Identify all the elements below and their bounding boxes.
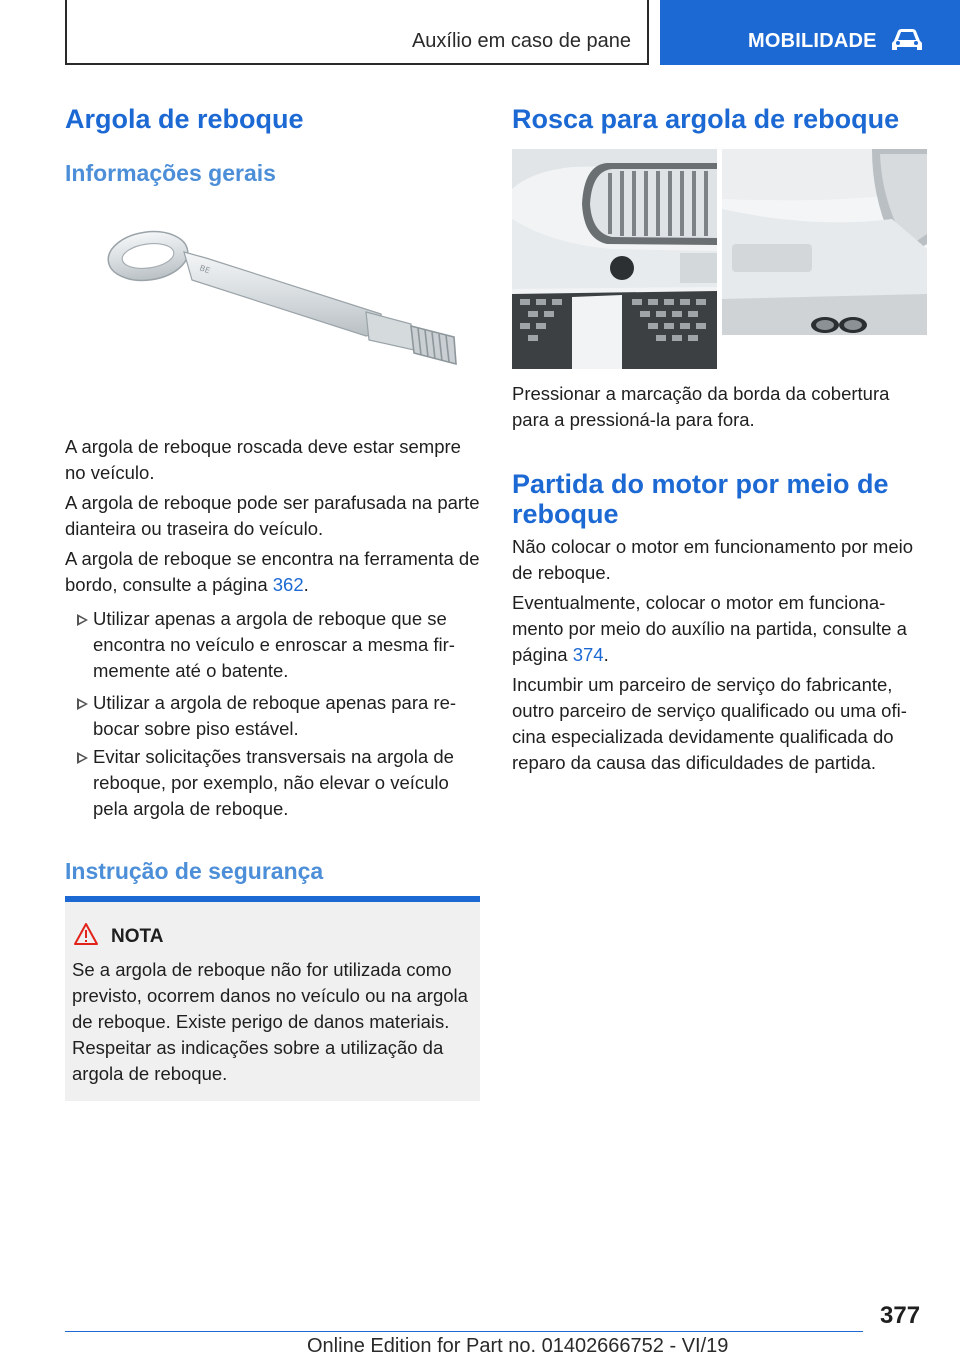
- footer-rule: [65, 1331, 863, 1332]
- list-item: Utilizar apenas a argola de reboque que se encontra no veículo e enroscar a mesma firmemente até o batente.: [65, 606, 480, 684]
- footer-edition-text: Online Edition for Part no. 01402666752 - VI/19: [307, 1335, 729, 1357]
- header-section-box: [65, 0, 649, 65]
- svg-text:BE: BE: [198, 263, 212, 276]
- car-icon: [890, 26, 924, 54]
- paragraph-no-tow-start: Não colocar o motor em funcionamento por meio de reboque.: [512, 536, 914, 583]
- towing-eye-illustration: [96, 222, 466, 382]
- paragraph-service-partner: Incumbir um parceiro de serviço do fabricante, outro parceiro de serviço qualificado ou uma oficina especializada devidamente qualificada do reparo da causa das dificuldades de partida.: [512, 674, 907, 773]
- subsection-safety: Instrução de segurança: [65, 858, 324, 884]
- paragraph-must-be-in-vehicle: A argola de reboque roscada deve estar sempre no veículo.: [65, 436, 461, 483]
- triangle-bullet-icon: [77, 752, 88, 764]
- section-title-tow-start: Partida do motor por meio de reboque: [512, 469, 889, 529]
- paragraph-onboard-toolkit: A argola de reboque se encontra na ferramenta de bordo, consulte a página 362.: [65, 548, 480, 595]
- front-bumper-illustration: [512, 149, 717, 369]
- header-chapter-label: MOBILIDADE: [748, 30, 877, 52]
- subsection-general-info: Informações gerais: [65, 160, 276, 186]
- notice-text: Se a argola de reboque não for utilizada como previsto, ocorrem danos no veículo ou na argola de reboque. Existe perigo de danos materiais. Respeitar as indicações sobre a utilização da argola de reboque.: [72, 959, 468, 1084]
- list-item: Evitar solicitações transversais na argola de reboque, por exemplo, não elevar o veículo pela argola de reboque.: [65, 744, 480, 822]
- header-section-title: Auxílio em caso de pane: [411, 30, 631, 52]
- page-link-374[interactable]: 374: [572, 644, 604, 665]
- section-title-thread: Rosca para argola de reboque: [512, 104, 900, 134]
- page-number: 377: [880, 1302, 921, 1329]
- list-item: Utilizar a argola de reboque apenas para rebocar sobre piso estável.: [65, 690, 480, 742]
- notice-box: [65, 902, 480, 1101]
- warning-icon: [73, 922, 99, 946]
- paragraph-press-cover: Pressionar a marcação da borda da cobertura para a pressioná-la para fora.: [512, 383, 890, 430]
- section-title-towing-eye: Argola de reboque: [65, 104, 304, 134]
- paragraph-jump-start: Eventualmente, colocar o motor em funcionamento por meio do auxílio na partida, consulte a página 374.: [512, 592, 907, 665]
- notice-title: NOTA: [111, 926, 164, 947]
- paragraph-front-or-rear: A argola de reboque pode ser parafusada na parte dianteira ou traseira do veículo.: [65, 492, 480, 539]
- page-link-362[interactable]: 362: [272, 574, 304, 595]
- rear-bumper-illustration: [722, 149, 927, 335]
- triangle-bullet-icon: [77, 614, 88, 626]
- header-chapter-tab[interactable]: [660, 0, 960, 65]
- triangle-bullet-icon: [77, 698, 88, 710]
